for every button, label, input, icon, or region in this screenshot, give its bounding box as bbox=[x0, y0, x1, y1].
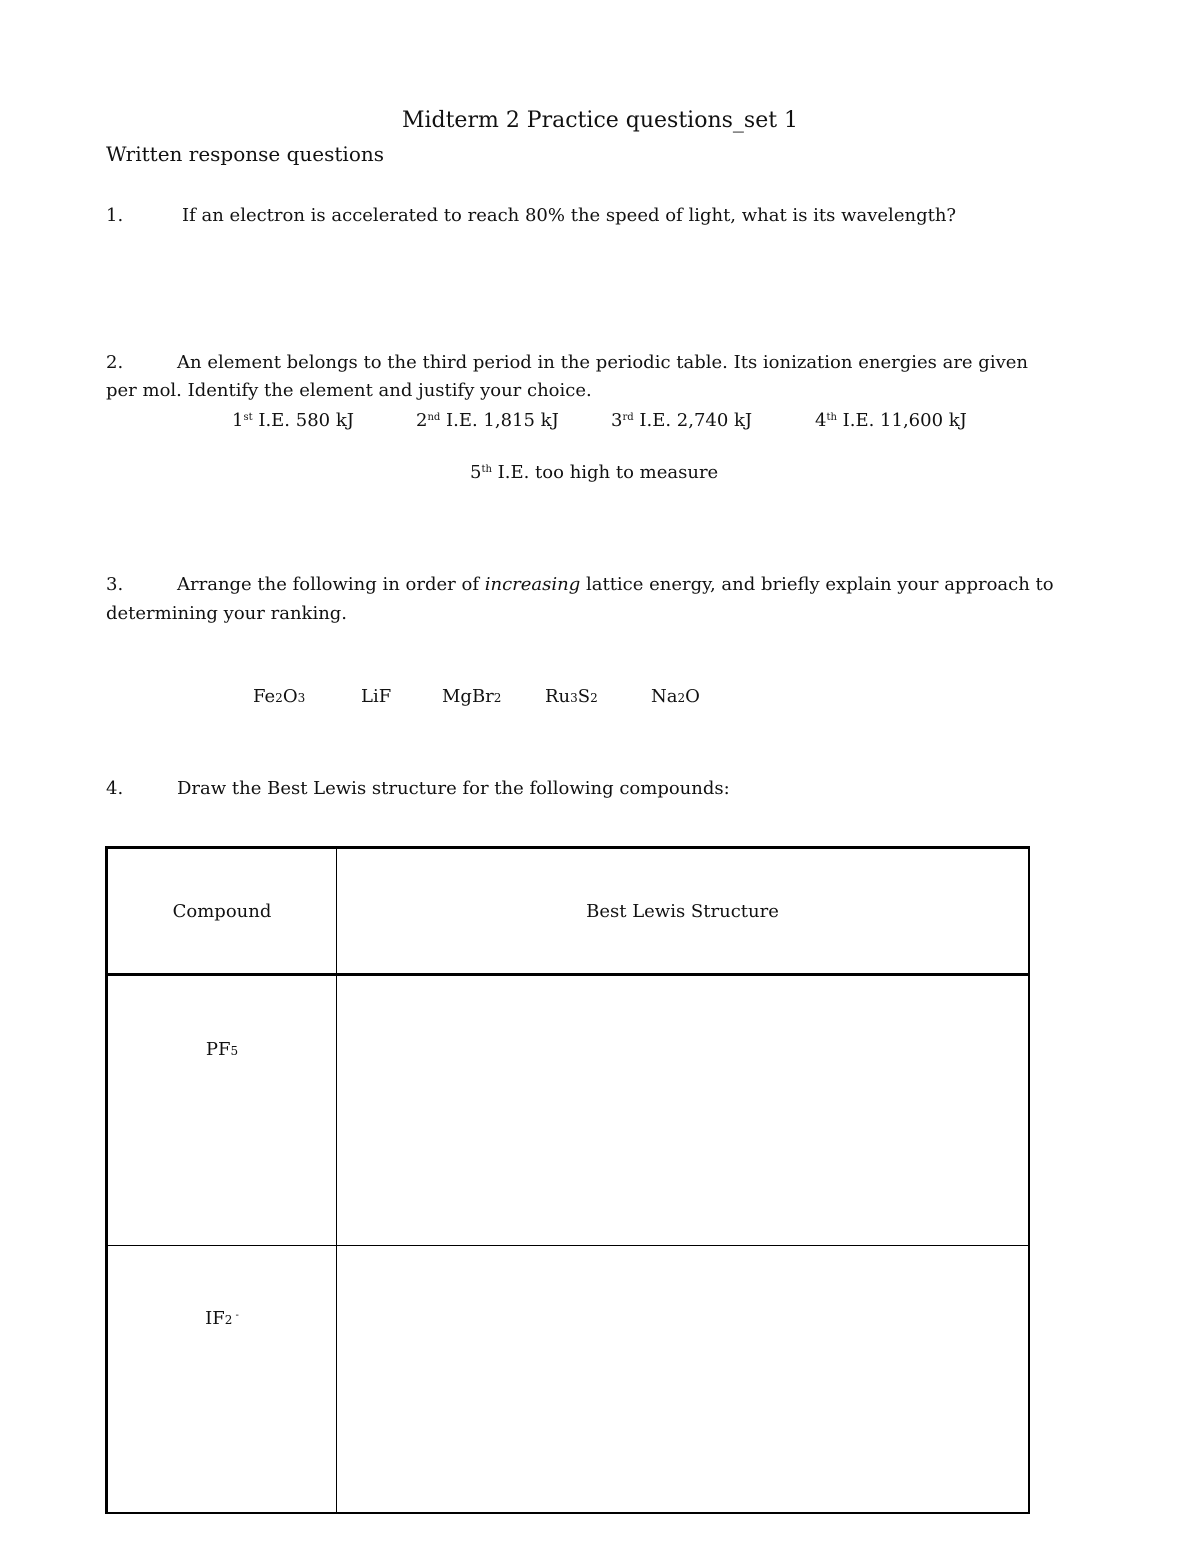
table-row bbox=[107, 975, 1030, 1246]
ionization-energy-5: 5th I.E. too high to measure bbox=[470, 462, 719, 483]
q4-number: 4. bbox=[106, 778, 124, 799]
compound-cell-pf5: PF5 bbox=[107, 975, 337, 1246]
q3-text-line2: determining your ranking. bbox=[106, 603, 348, 624]
compound-na2o: Na2O bbox=[651, 686, 700, 707]
compound-fe2o3: Fe2O3 bbox=[253, 686, 306, 707]
section-heading: Written response questions bbox=[106, 142, 385, 166]
q1-number: 1. bbox=[106, 205, 124, 226]
q2-text-line2: per mol. Identify the element and justify your choice. bbox=[106, 380, 592, 401]
compound-mgbr2: MgBr2 bbox=[442, 686, 502, 707]
table-header-row bbox=[107, 848, 1030, 975]
q4-text: Draw the Best Lewis structure for the following compounds: bbox=[177, 778, 730, 799]
lewis-answer-cell-pf5[interactable] bbox=[337, 975, 1030, 1246]
q1-text: If an electron is accelerated to reach 80% the speed of light, what is its wavelength? bbox=[182, 205, 957, 226]
ionization-energy-4: 4th I.E. 11,600 kJ bbox=[815, 410, 967, 431]
compound-ru3s2: Ru3S2 bbox=[545, 686, 598, 707]
page-title: Midterm 2 Practice questions_set 1 bbox=[401, 108, 799, 133]
q3-text-line1: Arrange the following in order of increasing lattice energy, and briefly explain your approach to bbox=[177, 574, 1054, 595]
lewis-structure-column-header: Best Lewis Structure bbox=[337, 848, 1030, 975]
q3-number: 3. bbox=[106, 574, 124, 595]
ionization-energy-3: 3rd I.E. 2,740 kJ bbox=[611, 410, 753, 431]
q3-emphasis: increasing bbox=[484, 574, 581, 595]
ionization-energy-2: 2nd I.E. 1,815 kJ bbox=[416, 410, 559, 431]
ionization-energy-1: 1st I.E. 580 kJ bbox=[232, 410, 354, 431]
compound-lif: LiF bbox=[361, 686, 392, 707]
q2-text-line1: An element belongs to the third period in the periodic table. Its ionization energies are given bbox=[177, 352, 1028, 373]
q2-number: 2. bbox=[106, 352, 124, 373]
lewis-answer-cell-if2[interactable] bbox=[337, 1246, 1030, 1514]
compound-column-header: Compound bbox=[107, 848, 337, 975]
lewis-structure-table bbox=[105, 846, 1030, 1514]
table-row bbox=[107, 1246, 1030, 1514]
compound-cell-if2: IF2 - bbox=[107, 1246, 337, 1514]
